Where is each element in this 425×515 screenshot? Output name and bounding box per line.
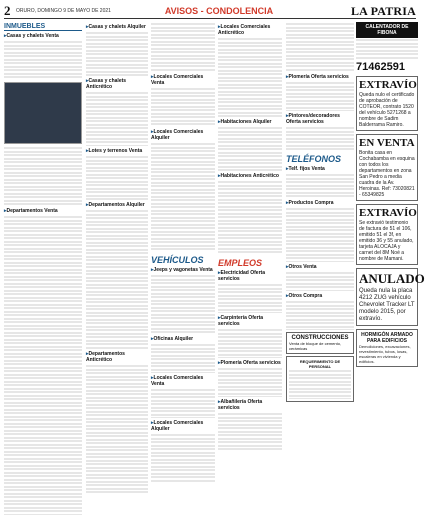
classified-subheading: ▸ Carpintería Oferta servicios bbox=[218, 315, 282, 327]
classified-text-block bbox=[86, 91, 148, 146]
classified-text-block bbox=[286, 126, 354, 151]
classified-text-block bbox=[86, 364, 148, 494]
calendar-ad-title: CALENTADOR DE FIBONA bbox=[356, 22, 418, 38]
classified-text-block bbox=[86, 155, 148, 200]
classified-subheading: ▸ Albañilería Oferta servicios bbox=[218, 399, 282, 411]
construcciones-ad bbox=[286, 332, 354, 354]
classified-subheading: ▸ Casas y chalets Alquiler bbox=[86, 24, 148, 30]
hormigon-ad bbox=[356, 329, 418, 367]
classified-text-block bbox=[218, 283, 282, 313]
venta-ad bbox=[356, 134, 418, 201]
classified-subheading: ▸ Locales Comerciales Alquiler bbox=[151, 129, 215, 141]
column-4 bbox=[218, 22, 282, 510]
classified-text-block bbox=[86, 31, 148, 76]
classified-text-block bbox=[286, 81, 354, 111]
column-2 bbox=[86, 22, 148, 510]
classified-subheading: ▸ Locales Comerciales Venta bbox=[151, 74, 215, 86]
venta-text: Bonita casa en Cochabamba en esquina con todos los departamentos en zona San Pedro a media cuadra de la Av. Heroinas. Ref: 73020821 - 65349825 bbox=[359, 150, 415, 198]
classified-subheading: ▸ Lotes y terrenos Venta bbox=[86, 148, 148, 154]
extravio-text: Queda nulo el certificado de aprobación de COTEOR, contrato 1520 del vehículo 5271268 a nombre de Sadim Balderrama Ramiro. bbox=[359, 92, 415, 128]
construcciones-text: Venta de bloque de cemento, cerámicas bbox=[289, 341, 342, 351]
classified-text-block bbox=[286, 22, 354, 72]
classified-text-block bbox=[151, 274, 215, 334]
classified-subheading: ▸ Otros Compra bbox=[286, 293, 354, 299]
empleos-heading: EMPLEOS bbox=[218, 258, 263, 268]
classified-subheading: ▸ Jeeps y vagonetas Venta bbox=[151, 267, 215, 273]
classified-text-block bbox=[4, 40, 82, 80]
advertisement-image bbox=[4, 82, 82, 144]
empleo-ad bbox=[286, 356, 354, 402]
classified-subheading: ▸ Departamentos Alquiler bbox=[86, 202, 148, 208]
classified-subheading: ▸ Habitaciones Anticrético bbox=[218, 173, 282, 179]
classified-text-block bbox=[151, 142, 215, 252]
page-header bbox=[4, 4, 416, 19]
column-3 bbox=[151, 22, 215, 510]
extravio-title: EXTRAVÍO bbox=[359, 207, 417, 219]
anulado-ad bbox=[356, 268, 425, 326]
classified-subheading: ▸ Otros Venta bbox=[286, 264, 354, 270]
venta-title: EN VENTA bbox=[359, 137, 415, 149]
classified-text-block bbox=[218, 328, 282, 358]
inmuebles-heading: INMUEBLES bbox=[4, 23, 82, 31]
classified-subheading: ▸ Oficinas Alquiler bbox=[151, 336, 215, 342]
classified-text-block bbox=[286, 300, 354, 330]
construcciones-title: CONSTRUCCIONES bbox=[291, 335, 349, 341]
classified-text-block bbox=[151, 388, 215, 418]
hormigon-text: Demoliciones, excavaciones, revestimiento, tubos, losas, escaleras en vivienda y edificios. bbox=[359, 344, 411, 364]
extravio-ad-1 bbox=[356, 76, 418, 131]
classified-subheading: ▸ Departamentos Anticrético bbox=[86, 351, 148, 363]
classified-subheading: ▸ Productos Compra bbox=[286, 200, 354, 206]
extravio-title: EXTRAVÍO bbox=[359, 79, 417, 91]
anulado-text: Queda nula la placa 4212 ZUG vehículo Chevrolet Tracker LT modelo 2015, por extravío. bbox=[359, 288, 415, 322]
classified-text-block bbox=[286, 271, 354, 291]
hormigon-title: HORMIGÓN ARMADO PARA EDIFICIOS bbox=[361, 332, 413, 344]
classified-subheading: ▸ Plomería Oferta servicios bbox=[286, 74, 354, 80]
newspaper-logo: LA PATRIA bbox=[350, 4, 416, 18]
classified-text-block bbox=[218, 412, 282, 452]
page-date: ORURO, DOMINGO 9 DE MAYO DE 2021 bbox=[16, 8, 111, 14]
classified-text-block bbox=[4, 146, 82, 206]
classified-text-block bbox=[151, 22, 215, 72]
page-number: 2 bbox=[4, 3, 11, 18]
classified-text-block bbox=[4, 215, 82, 515]
classified-text-block bbox=[218, 37, 282, 117]
classified-subheading: ▸ Casas y chalets Anticrético bbox=[86, 78, 148, 90]
telefonos-heading: TELÉFONOS bbox=[286, 154, 342, 164]
classified-subheading: ▸ Telf. fijos Venta bbox=[286, 166, 354, 172]
classified-text-block bbox=[286, 173, 354, 198]
classified-text-block bbox=[286, 207, 354, 262]
classified-subheading: ▸ Locales Comerciales Anticrético bbox=[218, 24, 282, 36]
extravio-text: Se extravió testimonio de factura de 51 el 106, emitido 51 el 3f, en emitido 36 y 55 anulado, tarjeta ALOCAJA y carnet del 8M Noé a nombre de Mamani. bbox=[359, 220, 414, 262]
classified-text-block bbox=[151, 343, 215, 373]
classified-subheading: ▸ Habitaciones Alquiler bbox=[218, 119, 282, 125]
classified-text-block bbox=[218, 126, 282, 171]
classified-text-block bbox=[86, 209, 148, 349]
classified-text-block bbox=[289, 369, 351, 399]
column-5 bbox=[286, 22, 354, 510]
anulado-title: ANULADO bbox=[359, 271, 425, 286]
classified-subheading: ▸ Departamentos Venta bbox=[4, 208, 82, 214]
classified-subheading: ▸ Locales Comerciales Alquiler bbox=[151, 420, 215, 432]
classified-text-block bbox=[218, 367, 282, 397]
classified-subheading: ▸ Locales Comerciales Venta bbox=[151, 375, 215, 387]
classified-text-block bbox=[151, 87, 215, 127]
column-1 bbox=[4, 22, 82, 510]
classified-text-block bbox=[151, 433, 215, 483]
classified-text-block bbox=[218, 180, 282, 255]
column-6 bbox=[356, 22, 425, 510]
vehiculos-heading: VEHÍCULOS bbox=[151, 255, 204, 265]
phone-number: 71462591 bbox=[356, 61, 405, 73]
empleo-title: REQUERIMIENTO DE PERSONAL bbox=[299, 359, 341, 369]
classified-subheading: ▸ Casas y chalets Venta bbox=[4, 33, 82, 39]
extravio-ad-2 bbox=[356, 204, 418, 265]
classified-subheading: ▸ Plomería Oferta servicios bbox=[218, 360, 282, 366]
section-title: AVISOS - CONDOLENCIA bbox=[164, 6, 274, 16]
classified-subheading: ▸ Electricidad Oferta servicios bbox=[218, 270, 282, 282]
classified-text-block bbox=[356, 38, 418, 60]
classified-subheading: ▸ Pintores/decoradores Oferta servicios bbox=[286, 113, 354, 125]
